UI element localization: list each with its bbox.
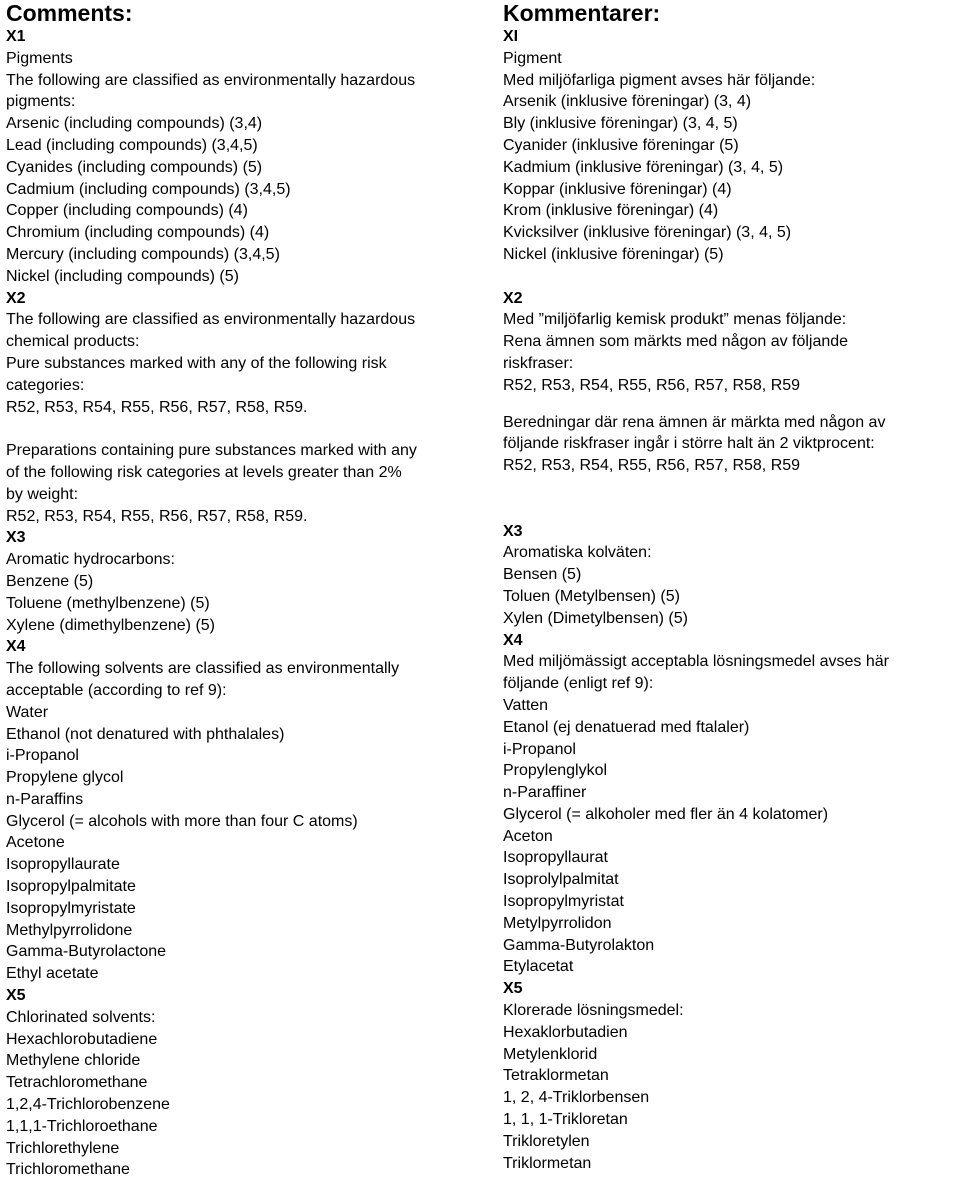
text-line: Tetrachloromethane <box>6 1074 148 1092</box>
text-line: Nickel (including compounds) (5) <box>6 267 239 285</box>
blank-line <box>503 266 960 288</box>
text-line: Ethanol (not denatured with phthalales) <box>6 725 285 743</box>
text-line: Isopropylmyristat <box>503 893 624 911</box>
text-line: Isopropyllaurate <box>6 856 120 874</box>
text-line: Methylpyrrolidone <box>6 921 133 939</box>
text-line: Cadmium (including compounds) (3,4,5) <box>6 180 291 198</box>
blank-line <box>503 499 960 521</box>
text-line: Cyanides (including compounds) (5) <box>6 158 263 176</box>
section-label: X4 <box>503 631 523 649</box>
text-line: följande (enligt ref 9): <box>503 675 654 693</box>
text-line: Hexachlorobutadiene <box>6 1030 158 1048</box>
text-line: Pigments <box>6 49 73 67</box>
text-line: Etanol (ej denatuerad med ftalaler) <box>503 718 750 736</box>
text-line: Beredningar där rena ämnen är märkta med någon av <box>503 413 886 431</box>
text-line: Water <box>6 703 49 721</box>
text-line: by weight: <box>6 485 79 503</box>
text-line: Rena ämnen som märkts med någon av följande <box>503 333 849 351</box>
section-label: X5 <box>6 987 26 1005</box>
text-line: Isoprolylpalmitat <box>503 871 619 889</box>
text-line: Trikloretylen <box>503 1132 590 1150</box>
section-label: X3 <box>503 522 523 540</box>
text-line: Krom (inklusive föreningar) (4) <box>503 202 719 220</box>
text-line: Koppar (inklusive föreningar) (4) <box>503 180 732 198</box>
blank-line <box>503 477 960 499</box>
text-line: Etylacetat <box>503 958 574 976</box>
text-line: Pure substances marked with any of the following risk <box>6 354 387 372</box>
text-line: Klorerade lösningsmedel: <box>503 1002 684 1020</box>
swedish-lines <box>503 26 960 1174</box>
text-line: Lead (including compounds) (3,4,5) <box>6 136 258 154</box>
text-line: Isopropyllaurat <box>503 849 608 867</box>
text-line: Methylene chloride <box>6 1052 141 1070</box>
text-line: Tetraklormetan <box>503 1067 609 1085</box>
text-line: följande riskfraser ingår i större halt än 2 viktprocent: <box>503 435 875 453</box>
text-line: 1,1,1-Trichloroethane <box>6 1117 158 1135</box>
text-line: acceptable (according to ref 9): <box>6 681 227 699</box>
text-line: chemical products: <box>6 333 140 351</box>
text-line: Xylene (dimethylbenzene) (5) <box>6 616 215 634</box>
text-line: Acetone <box>6 834 65 852</box>
text-line: Aromatic hydrocarbons: <box>6 551 175 569</box>
text-line: Isopropylmyristate <box>6 899 136 917</box>
text-line: Kadmium (inklusive föreningar) (3, 4, 5) <box>503 158 784 176</box>
text-line: 1, 2, 4-Triklorbensen <box>503 1089 650 1107</box>
text-line: Trichlorethylene <box>6 1139 120 1157</box>
section-label: X4 <box>6 638 26 656</box>
text-line: of the following risk categories at levels greater than 2% <box>6 463 402 481</box>
english-lines <box>6 26 496 1181</box>
swedish-column <box>503 0 960 1174</box>
text-line: n-Paraffiner <box>503 784 587 802</box>
text-line: Toluen (Metylbensen) (5) <box>503 587 680 605</box>
blank-line <box>6 418 496 440</box>
text-line: Metylpyrrolidon <box>503 914 612 932</box>
text-line: Glycerol (= alkoholer med fler än 4 kolatomer) <box>503 805 829 823</box>
text-line: Propylene glycol <box>6 769 124 787</box>
text-line: R52, R53, R54, R55, R56, R57, R58, R59. <box>6 507 308 525</box>
kommentarer-heading: Kommentarer: <box>503 0 661 26</box>
blank-line <box>503 397 960 412</box>
section-label: X1 <box>6 28 26 45</box>
text-line: The following solvents are classified as environmentally <box>6 660 400 678</box>
text-line: Gamma-Butyrolakton <box>503 936 655 954</box>
text-line: Hexaklorbutadien <box>503 1023 628 1041</box>
text-line: Bensen (5) <box>503 566 582 584</box>
text-line: Arsenic (including compounds) (3,4) <box>6 115 263 133</box>
text-line: Toluene (methylbenzene) (5) <box>6 594 210 612</box>
text-line: R52, R53, R54, R55, R56, R57, R58, R59 <box>503 376 801 394</box>
section-label: X2 <box>6 289 26 307</box>
text-line: Med miljöfarliga pigment avses här följande: <box>503 71 816 89</box>
text-line: Med ”miljöfarlig kemisk produkt” menas följande: <box>503 311 847 329</box>
text-line: R52, R53, R54, R55, R56, R57, R58, R59 <box>503 457 801 475</box>
english-column <box>6 0 496 1181</box>
section-label: X2 <box>503 289 523 307</box>
section-label: X5 <box>503 980 523 998</box>
text-line: Bly (inklusive föreningar) (3, 4, 5) <box>503 115 738 133</box>
text-line: pigments: <box>6 93 76 111</box>
text-line: Arsenik (inklusive föreningar) (3, 4) <box>503 93 752 111</box>
text-line: Copper (including compounds) (4) <box>6 202 248 220</box>
text-line: 1, 1, 1-Trikloretan <box>503 1111 628 1129</box>
text-line: Trichloromethane <box>6 1161 130 1179</box>
text-line: Chlorinated solvents: <box>6 1008 156 1026</box>
text-line: categories: <box>6 376 85 394</box>
text-line: 1,2,4-Trichlorobenzene <box>6 1096 170 1114</box>
text-line: Chromium (including compounds) (4) <box>6 224 270 242</box>
text-line: Triklormetan <box>503 1154 592 1172</box>
section-label: XI <box>503 28 519 45</box>
text-line: Mercury (including compounds) (3,4,5) <box>6 245 280 263</box>
text-line: Aromatiska kolväten: <box>503 544 652 562</box>
text-line: Ethyl acetate <box>6 965 99 983</box>
text-line: riskfraser: <box>503 354 574 372</box>
text-line: Kvicksilver (inklusive föreningar) (3, 4, 5) <box>503 224 792 242</box>
comments-heading: Comments: <box>6 0 133 26</box>
text-line: Preparations containing pure substances marked with any <box>6 442 417 460</box>
text-line: Isopropylpalmitate <box>6 878 136 896</box>
text-line: Cyanider (inklusive föreningar (5) <box>503 136 739 154</box>
text-line: Aceton <box>503 827 553 845</box>
text-line: Nickel (inklusive föreningar) (5) <box>503 245 724 263</box>
text-line: i-Propanol <box>6 747 79 765</box>
text-line: Gamma-Butyrolactone <box>6 943 167 961</box>
text-line: The following are classified as environmentally hazardous <box>6 71 416 89</box>
section-label: X3 <box>6 529 26 547</box>
text-line: Benzene (5) <box>6 572 94 590</box>
text-line: Pigment <box>503 49 562 67</box>
text-line: Propylenglykol <box>503 762 608 780</box>
text-line: Glycerol (= alcohols with more than four C atoms) <box>6 812 358 830</box>
text-line: Med miljömässigt acceptabla lösningsmedel avses här <box>503 653 889 671</box>
text-line: The following are classified as environmentally hazardous <box>6 311 416 329</box>
text-line: R52, R53, R54, R55, R56, R57, R58, R59. <box>6 398 308 416</box>
text-line: i-Propanol <box>503 740 576 758</box>
text-line: Metylenklorid <box>503 1045 598 1063</box>
text-line: n-Paraffins <box>6 790 84 808</box>
text-line: Xylen (Dimetylbensen) (5) <box>503 609 688 627</box>
text-line: Vatten <box>503 696 549 714</box>
